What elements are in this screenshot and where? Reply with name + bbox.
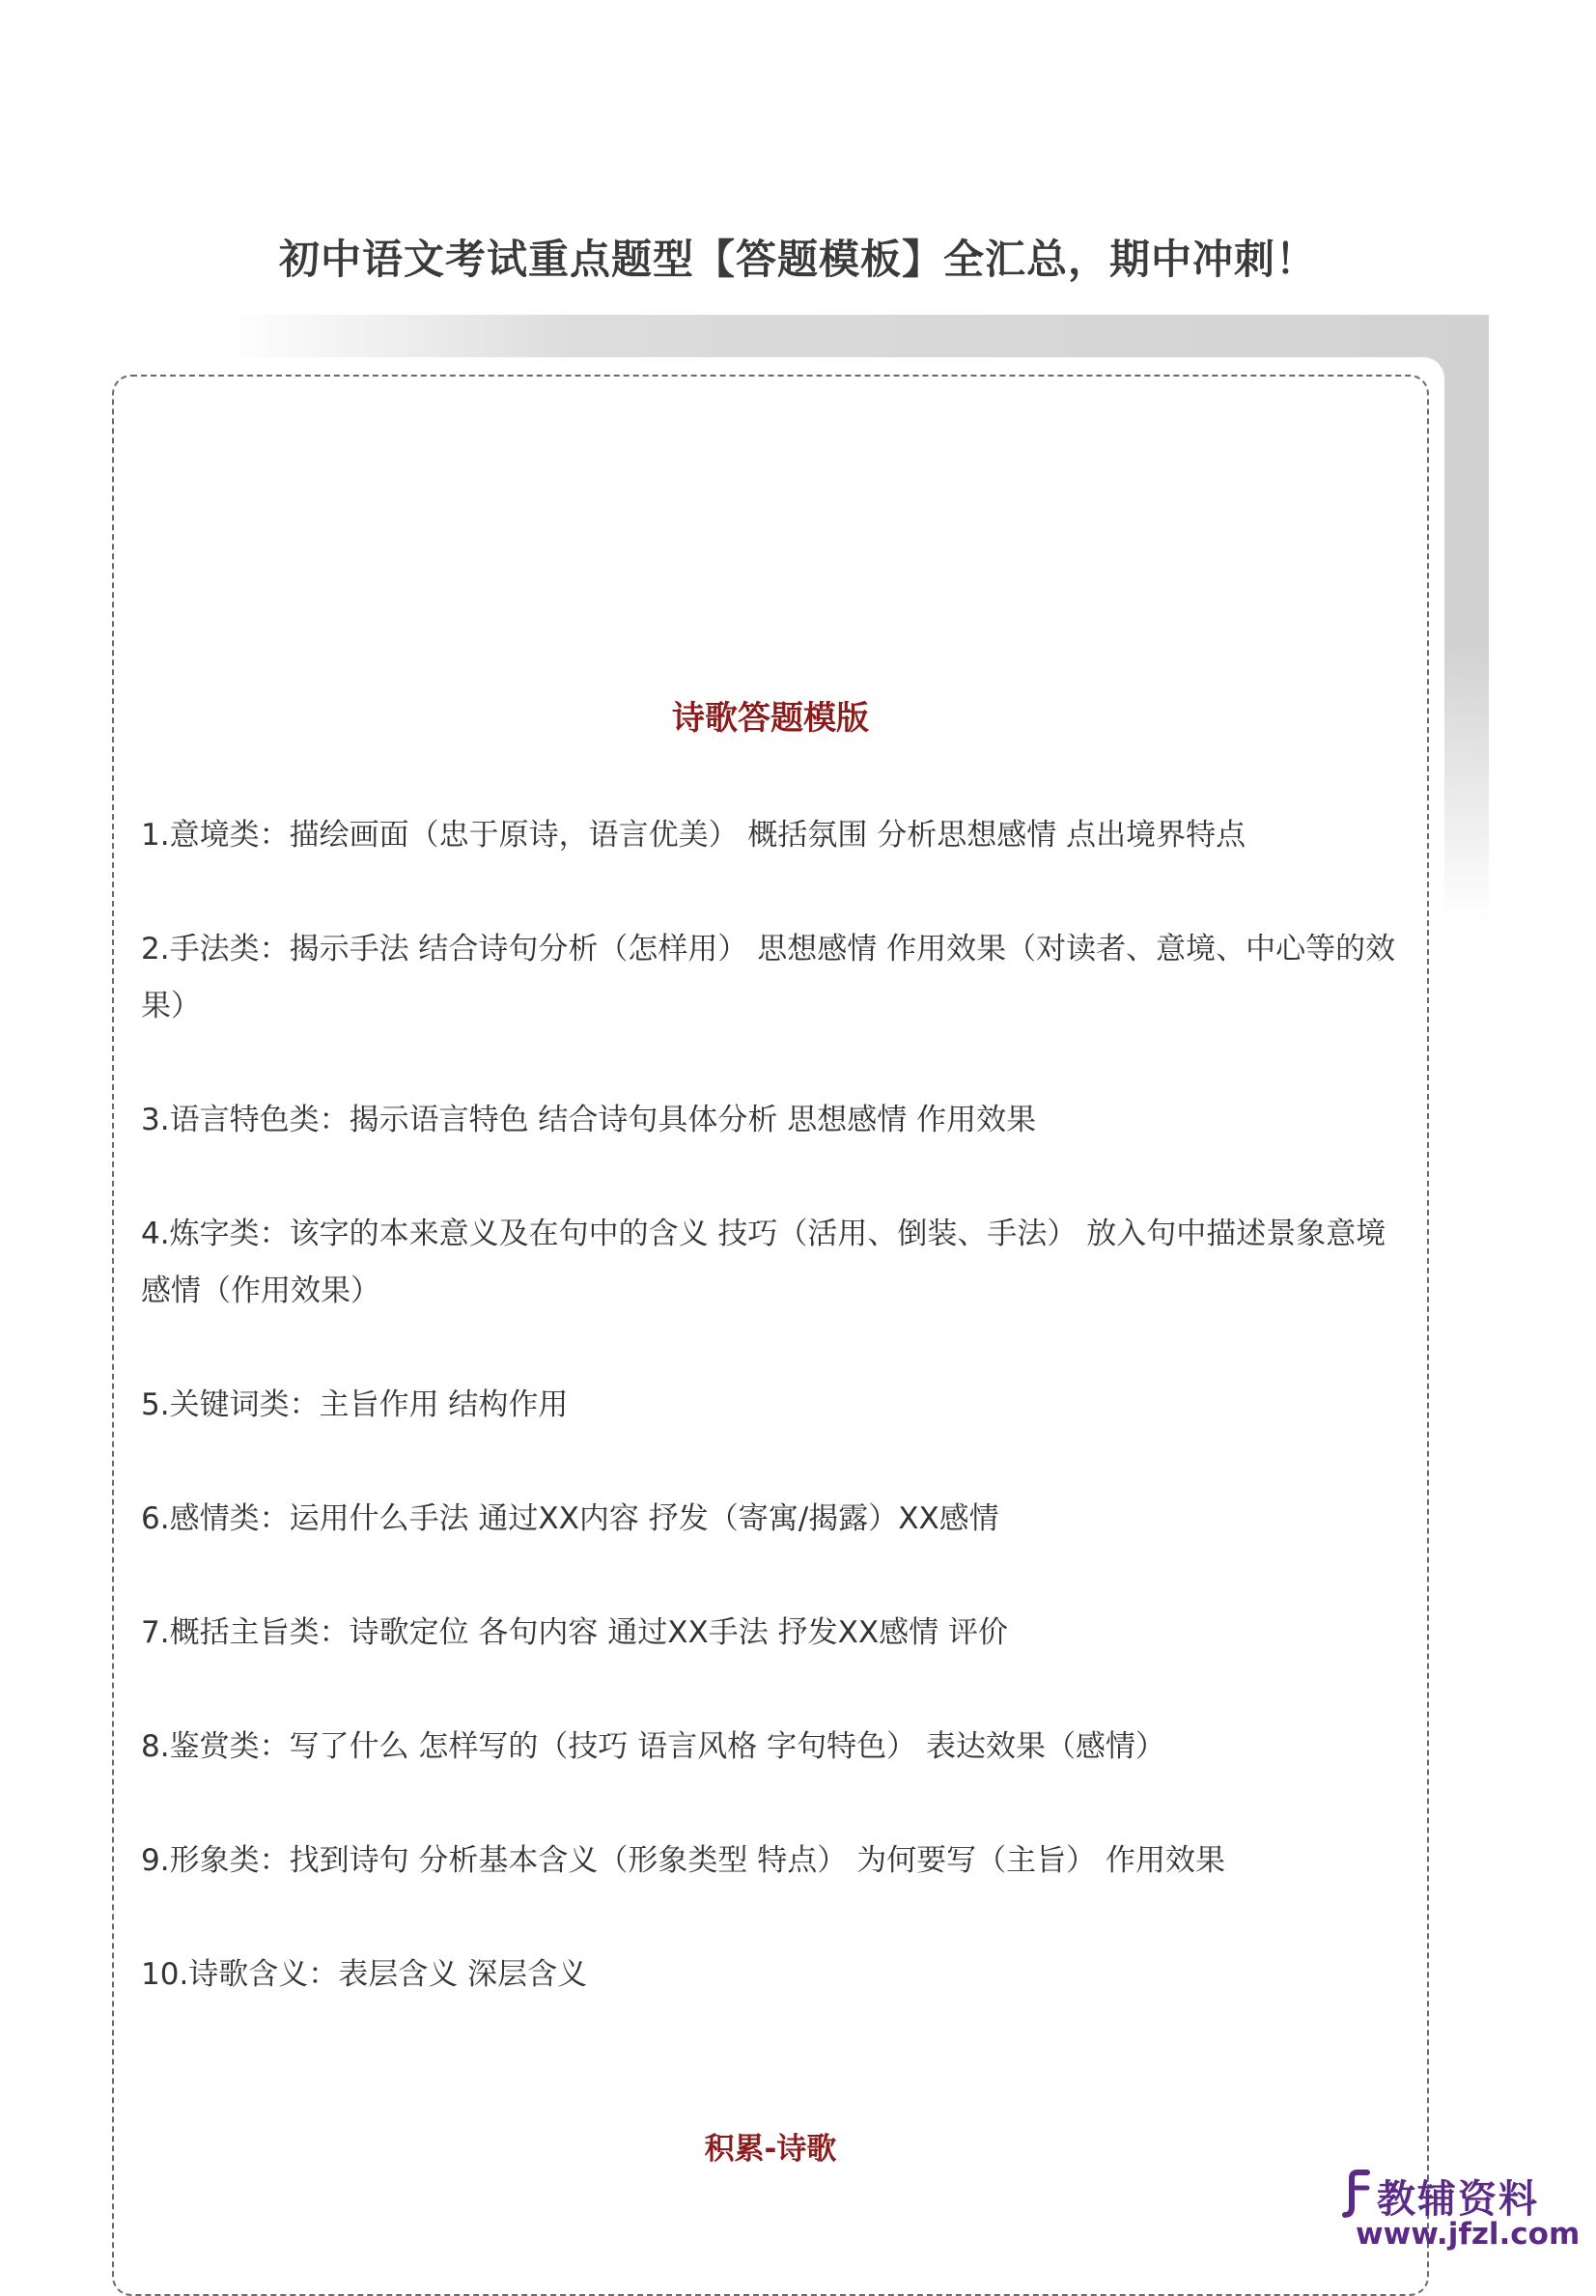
list-item: 4.炼字类：该字的本来意义及在句中的含义 技巧（活用、倒装、手法） 放入句中描述景象意境感情（作用效果） xyxy=(141,1217,1386,1308)
list-item: 7.概括主旨类：诗歌定位 各句内容 通过XX手法 抒发XX感情 评价 xyxy=(141,1615,1008,1650)
watermark-url: www.jfzl.com xyxy=(1356,2217,1581,2252)
page-title: 初中语文考试重点题型【答题模板】全汇总，期中冲刺！ xyxy=(278,236,1317,283)
list-item: 10.诗歌含义：表层含义 深层含义 xyxy=(141,1957,588,1992)
poetry-template-list xyxy=(141,807,1406,2060)
list-item: 6.感情类：运用什么手法 通过XX内容 抒发（寄寓/揭露）XX感情 xyxy=(141,1501,999,1536)
watermark xyxy=(1342,2169,1581,2252)
watermark-brand: 教辅资料 xyxy=(1377,2177,1539,2222)
list-item: 3.语言特色类：揭示语言特色 结合诗句具体分析 思想感情 作用效果 xyxy=(141,1103,1037,1137)
poetry-section-title: 诗歌答题模版 xyxy=(672,699,869,738)
jfzl-logo-icon xyxy=(1342,2169,1375,2219)
accumulation-section-title: 积累-诗歌 xyxy=(704,2132,837,2167)
list-item: 9.形象类：找到诗句 分析基本含义（形象类型 特点） 为何要写（主旨） 作用效果 xyxy=(141,1843,1225,1878)
list-item: 8.鉴赏类：写了什么 怎样写的（技巧 语言风格 字句特色） 表达效果（感情） xyxy=(141,1729,1165,1764)
list-item: 2.手法类：揭示手法 结合诗句分析（怎样用） 思想感情 作用效果（对读者、意境、中心等的效果） xyxy=(141,932,1396,1023)
list-item: 5.关键词类：主旨作用 结构作用 xyxy=(141,1387,569,1422)
list-item: 1.意境类：描绘画面（忠于原诗，语言优美） 概括氛围 分析思想感情 点出境界特点 xyxy=(141,818,1246,853)
